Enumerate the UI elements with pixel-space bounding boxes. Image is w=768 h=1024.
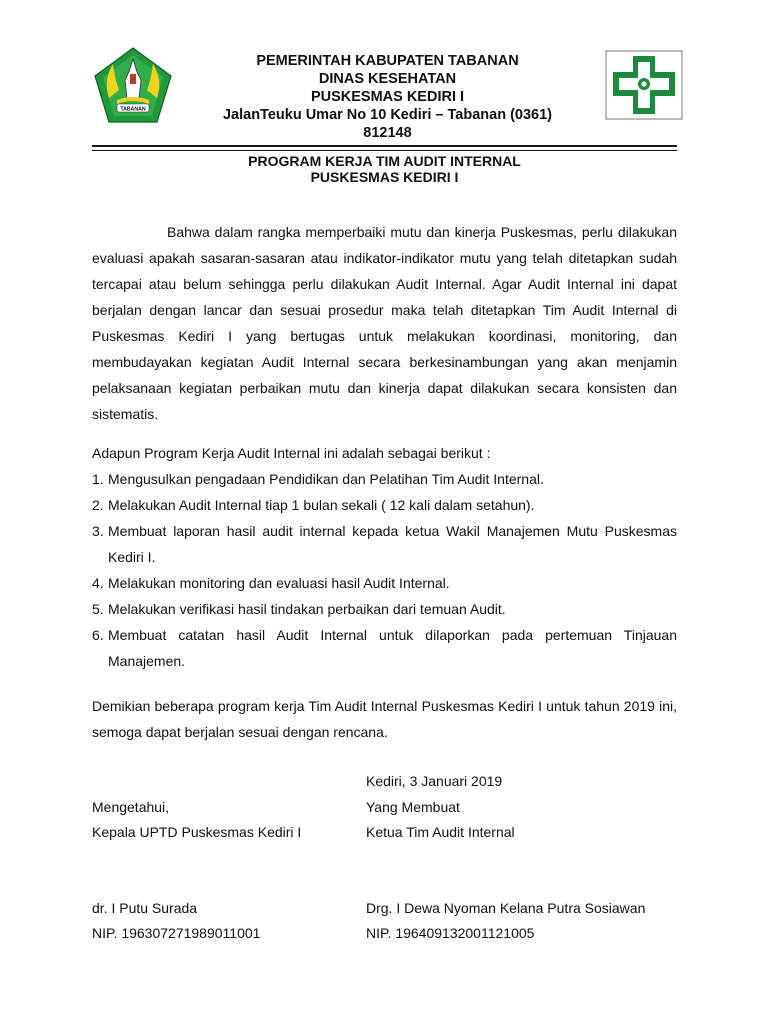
letterhead-address: JalanTeuku Umar No 10 Kediri – Tabanan (0361) xyxy=(222,107,553,123)
letterhead-divider-thin xyxy=(92,150,677,151)
left-signer-nip: NIP. 196307271989011001 xyxy=(92,925,261,941)
document-title xyxy=(92,153,677,185)
list-item-number: 4. xyxy=(92,575,104,591)
list-item-text: Melakukan verifikasi hasil tindakan perbaikan dari temuan Audit. xyxy=(108,601,506,617)
letterhead-institution: PUSKESMAS KEDIRI I xyxy=(310,89,465,105)
letterhead-agency: DINAS KESEHATAN xyxy=(318,71,457,87)
list-item xyxy=(92,596,677,622)
list-item xyxy=(92,492,677,518)
place-date: Kediri, 3 Januari 2019 xyxy=(366,773,503,789)
letterhead-phone: 812148 xyxy=(363,125,412,141)
list-item xyxy=(92,622,677,674)
list-item-text: Membuat laporan hasil audit internal kepada ketua Wakil Manajemen Mutu Puskesmas Kediri I. xyxy=(108,523,677,565)
closing-paragraph: Demikian beberapa program kerja Tim Audit Internal Puskesmas Kediri I untuk tahun 2019 ini, semoga dapat berjalan sesuai dengan rencana. xyxy=(92,698,677,740)
letterhead-divider-thick xyxy=(92,145,677,147)
puskesmas-cross-icon xyxy=(605,50,683,120)
left-signer-name: dr. I Putu Surada xyxy=(92,900,198,916)
letterhead-government: PEMERINTAH KABUPATEN TABANAN xyxy=(256,53,519,69)
program-list xyxy=(92,466,677,674)
list-item xyxy=(92,570,677,596)
right-signer-position: Ketua Tim Audit Internal xyxy=(366,824,515,840)
list-item-text: Membuat catatan hasil Audit Internal untuk dilaporkan pada pertemuan Tinjauan Manajemen. xyxy=(108,627,677,669)
title-line-2: PUSKESMAS KEDIRI I xyxy=(310,169,459,185)
list-item-number: 1. xyxy=(92,471,104,487)
list-item xyxy=(92,466,677,492)
acknowledged-label: Mengetahui, xyxy=(92,799,170,815)
title-line-1: PROGRAM KERJA TIM AUDIT INTERNAL xyxy=(248,153,521,169)
list-item-text: Melakukan monitoring dan evaluasi hasil Audit Internal. xyxy=(108,575,450,591)
tabanan-emblem-icon xyxy=(93,46,173,124)
list-item-number: 2. xyxy=(92,497,104,513)
program-list-lead: Adapun Program Kerja Audit Internal ini adalah sebagai berikut : xyxy=(92,445,491,461)
list-item-number: 3. xyxy=(92,523,104,539)
letterhead xyxy=(180,52,595,142)
list-item-number: 5. xyxy=(92,601,104,617)
right-signer-name: Drg. I Dewa Nyoman Kelana Putra Sosiawan xyxy=(366,900,646,916)
list-item-number: 6. xyxy=(92,627,104,643)
right-signer-nip: NIP. 196409132001121005 xyxy=(366,925,535,941)
list-item xyxy=(92,518,677,570)
intro-paragraph: Bahwa dalam rangka memperbaiki mutu dan kinerja Puskesmas, perlu dilakukan evaluasi apakah sasaran-sasaran atau indikator-indikator mutu yang telah ditetapkan sudah tercapai atau belum sehingga perlu dilakukan Audit Internal. Agar Audit Internal ini dapat berjalan dengan lancar dan sesuai prosedur maka telah ditetapkan Tim Audit Internal di Puskesmas Kediri I yang bertugas untuk melakukan koordinasi, monitoring, dan membudayakan kegiatan Audit Internal secara berkesinambungan yang akan menjamin pelaksanaan kegiatan perbaikan mutu dan kinerja dapat dilakukan secara konsisten dan sistematis. xyxy=(92,224,677,422)
tabanan-emblem-logo xyxy=(93,46,173,124)
puskesmas-logo xyxy=(605,50,683,120)
list-item-text: Mengusulkan pengadaan Pendidikan dan Pelatihan Tim Audit Internal. xyxy=(108,471,544,487)
left-signer-position: Kepala UPTD Puskesmas Kediri I xyxy=(92,824,302,840)
made-by-label: Yang Membuat xyxy=(366,799,460,815)
emblem-text: TABANAN xyxy=(120,106,146,113)
list-item-text: Melakukan Audit Internal tiap 1 bulan sekali ( 12 kali dalam setahun). xyxy=(108,497,535,513)
